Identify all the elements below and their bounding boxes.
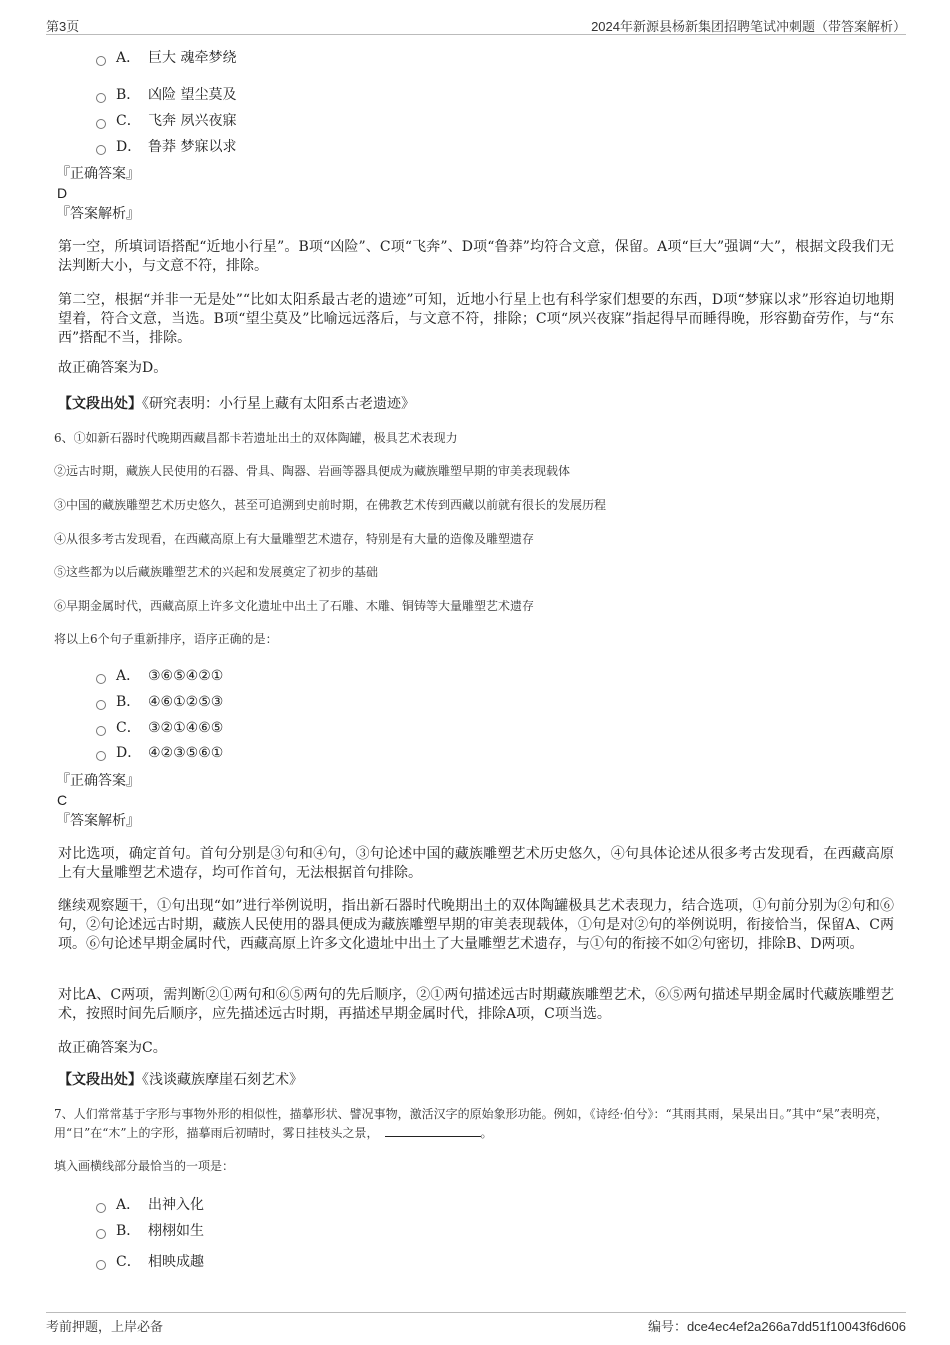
radio-icon[interactable]	[96, 726, 106, 736]
q5-option-d[interactable]: D． 鲁莽 梦寐以求	[96, 137, 236, 157]
analysis-conclusion: 故正确答案为D。	[58, 360, 168, 376]
radio-icon[interactable]	[96, 700, 106, 710]
radio-icon[interactable]	[96, 56, 106, 66]
analysis-paragraph: 对比A、C两项，需判断②①两句和⑥⑤两句的先后顺序，②①两句描述远古时期藏族雕塑艺术，⑥⑤两句描述早期金属时代藏族雕塑艺术，按照时间先后顺序，应先描述远古时期，再描述早期金属时代，排除A项，C项当选。	[58, 987, 894, 1022]
q6-option-a[interactable]: A． ③⑥⑤④②①	[96, 666, 223, 686]
document-id: 编号：dce4ec4ef2a266a7dd51f10043f6d606	[647, 1319, 906, 1334]
question-stem: 7、人们常常基于字形与事物外形的相似性，描摹形状、譬况事物，激活汉字的原始象形功能。例如，《诗经·伯兮》：“其雨其雨，杲杲出日。”其中“杲”表明亮，用“日”在“木”上的字形，描摹雨后初晴时，雾日挂枝头之景， 。	[54, 1107, 888, 1140]
question-sentence: ③中国的藏族雕塑艺术历史悠久，甚至可追溯到史前时期，在佛教艺术传到西藏以前就有很长的发展历程	[54, 498, 607, 512]
page-number: 第3页	[46, 19, 80, 34]
q7-option-c[interactable]: C． 相映成趣	[96, 1252, 204, 1272]
q5-option-b[interactable]: B． 凶险 望尘莫及	[96, 85, 236, 105]
q6-option-c[interactable]: C． ③②①④⑥⑤	[96, 718, 223, 738]
analysis-paragraph: 继续观察题干，①句出现“如”进行举例说明，指出新石器时代晚期出土的双体陶罐极具艺术表现力，结合选项，①句前分别为②句和⑥句，②句论述远古时期，藏族人民使用的器具便成为藏族雕塑早期的审美表现载体，①句是对②句的举例说明，衔接恰当，保留A、C两项。⑥句论述早期金属时代，西藏高原上许多文化遗址中出土了大量雕塑艺术遗存，与①句的衔接不如②句密切，排除B、D两项。	[58, 898, 894, 952]
analysis-paragraph: 对比选项，确定首句。首句分别是③句和④句，③句论述中国的藏族雕塑艺术历史悠久，④句具体论述从很多考古发现看，在西藏高原上有大量雕塑艺术遗存，均可作首句，无法根据首句排除。	[58, 846, 894, 881]
q5-option-c[interactable]: C． 飞奔 夙兴夜寐	[96, 111, 236, 131]
page-header	[46, 14, 906, 35]
question-sentence: ②远古时期，藏族人民使用的石器、骨具、陶器、岩画等器具便成为藏族雕塑早期的审美表现载体	[54, 464, 571, 478]
answer-label: 『正确答案』	[56, 773, 140, 789]
answer-blank	[385, 1124, 481, 1137]
source-citation: 【文段出处】《浅谈藏族摩崖石刻艺术》	[58, 1072, 303, 1088]
q6-option-b[interactable]: B． ④⑥①②⑤③	[96, 692, 223, 712]
question-sentence: ⑥早期金属时代，西藏高原上许多文化遗址中出土了石雕、木雕、铜铸等大量雕塑艺术遗存	[54, 599, 535, 613]
q7-option-a[interactable]: A． 出神入化	[96, 1195, 204, 1215]
radio-icon[interactable]	[96, 119, 106, 129]
q5-option-a[interactable]: A． 巨大 魂牵梦绕	[96, 48, 236, 68]
analysis-label: 『答案解析』	[56, 813, 140, 829]
radio-icon[interactable]	[96, 1203, 106, 1213]
answer-value: D	[57, 185, 68, 201]
question-sentence: ⑤这些都为以后藏族雕塑艺术的兴起和发展奠定了初步的基础	[54, 565, 379, 579]
q7-option-b[interactable]: B． 栩栩如生	[96, 1221, 204, 1241]
question-stem: 6、①如新石器时代晚期西藏昌都卡若遗址出土的双体陶罐，极具艺术表现力	[54, 431, 458, 445]
radio-icon[interactable]	[96, 145, 106, 155]
question-prompt: 填入画横线部分最恰当的一项是：	[54, 1159, 235, 1173]
page-footer	[46, 1312, 906, 1335]
radio-icon[interactable]	[96, 674, 106, 684]
radio-icon[interactable]	[96, 1260, 106, 1270]
radio-icon[interactable]	[96, 93, 106, 103]
question-sentence: ④从很多考古发现看，在西藏高原上有大量雕塑艺术遗存，特别是有大量的造像及雕塑遗存	[54, 532, 535, 546]
document-title: 2024年新源县杨新集团招聘笔试冲刺题（带答案解析）	[591, 19, 906, 34]
radio-icon[interactable]	[96, 1229, 106, 1239]
analysis-paragraph: 第二空，根据“并非一无是处”“比如太阳系最古老的遗迹”可知，近地小行星上也有科学家们想要的东西，D项“梦寐以求”形容迫切地期望着，符合文意，当选。B项“望尘莫及”比喻远远落后，与文意不符，排除；C项“夙兴夜寐”指起得早而睡得晚，形容勤奋劳作，与“东西”搭配不当，排除。	[58, 292, 894, 346]
source-citation: 【文段出处】《研究表明：小行星上藏有太阳系古老遗迹》	[58, 396, 415, 412]
footer-slogan: 考前押题，上岸必备	[46, 1319, 164, 1334]
radio-icon[interactable]	[96, 751, 106, 761]
analysis-paragraph: 第一空，所填词语搭配“近地小行星”。B项“凶险”、C项“飞奔”、D项“鲁莽”均符合文意，保留。A项“巨大”强调“大”，根据文段我们无法判断大小，与文意不符，排除。	[58, 239, 895, 274]
q6-option-d[interactable]: D． ④②③⑤⑥①	[96, 743, 223, 763]
question-prompt: 将以上6个句子重新排序，语序正确的是：	[54, 632, 278, 646]
analysis-label: 『答案解析』	[56, 206, 140, 222]
answer-label: 『正确答案』	[56, 166, 140, 182]
answer-value: C	[57, 792, 68, 808]
analysis-conclusion: 故正确答案为C。	[58, 1040, 167, 1056]
